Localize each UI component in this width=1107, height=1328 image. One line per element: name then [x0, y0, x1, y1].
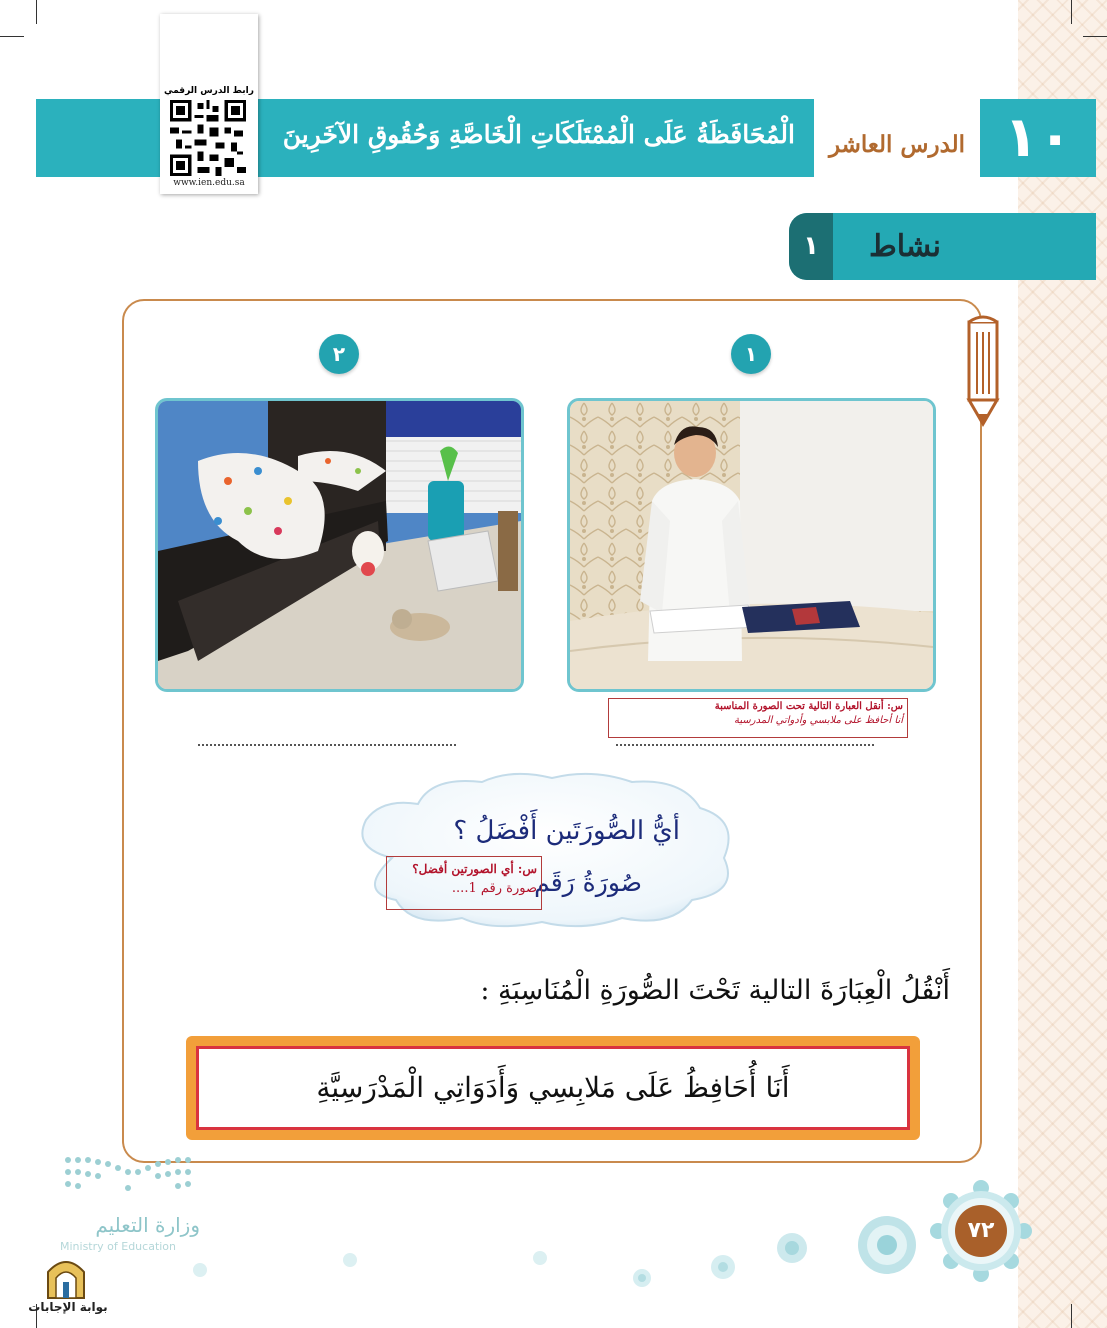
- question-answer-annotation: [386, 856, 542, 910]
- question-annotation-question: س: أي الصورتين أفضل؟: [412, 862, 537, 876]
- sentence-text: أَنَا أُحَافِظُ عَلَى مَلابِسِي وَأَدَوَاتِي الْمَدْرَسِيَّةِ: [316, 1071, 790, 1104]
- decorative-rosette-icon: [776, 1232, 808, 1264]
- ministry-name-arabic: وزارة التعليم: [95, 1213, 200, 1237]
- image-number-2: ٢: [319, 334, 359, 374]
- crop-mark: [0, 36, 24, 37]
- decorative-rosette-icon: [856, 1214, 918, 1276]
- question-text: أيُّ الصُّورَتَين أَفْضَلُ ؟: [453, 816, 680, 846]
- ministry-dots-logo-icon: [62, 1154, 198, 1198]
- activity-label: نشاط: [869, 229, 941, 264]
- decorative-pattern-strip: [1018, 0, 1107, 1328]
- answer-line-2[interactable]: [198, 744, 456, 746]
- page-number: ٧٢: [955, 1205, 1007, 1257]
- photo-answer-annotation: [608, 698, 908, 738]
- lesson-label: الدرس العاشر: [828, 131, 966, 158]
- decorative-rosette-icon: [632, 1268, 652, 1288]
- question-annotation-answer: صورة رقم 1....: [451, 881, 537, 896]
- qr-caption: رابط الدرس الرقمي: [164, 86, 254, 96]
- decorative-rosette-icon: [342, 1252, 358, 1268]
- pencil-icon: [966, 314, 1000, 428]
- boy-folding-clothes-photo: [567, 398, 936, 692]
- crop-mark: [1083, 36, 1107, 37]
- decorative-rosette-icon: [192, 1262, 208, 1278]
- activity-number: ١: [803, 231, 819, 261]
- instruction-text: أَنْقُلُ الْعِبَارَةَ التالية تَحْتَ الصُّورَةِ الْمُنَاسِبَةِ :: [480, 975, 950, 1006]
- lesson-number: ١٠: [1003, 105, 1073, 170]
- messy-bedroom-photo: [155, 398, 524, 692]
- answer-line-1[interactable]: [616, 744, 874, 746]
- lesson-title: الْمُحَافَظَةُ عَلَى الْمُمْتَلَكَاتِ الْخَاصَّةِ وَحُقُوقِ الآخَرِينَ: [282, 120, 795, 149]
- decorative-rosette-icon: [532, 1250, 548, 1266]
- portal-label: بوابة الإجابات: [28, 1300, 108, 1314]
- photo-annotation-question: س: أنقل العبارة التالية تحت الصورة المناسبة: [714, 701, 903, 712]
- decorative-rosette-icon: [710, 1254, 736, 1280]
- ministry-name-english: Ministry of Education: [60, 1240, 177, 1253]
- image-number-1: ١: [731, 334, 771, 374]
- qr-url[interactable]: www.ien.edu.sa: [173, 178, 245, 188]
- answer-prefix: صُورَةُ رَقَم: [534, 868, 642, 897]
- crop-mark: [36, 0, 37, 24]
- qr-code-icon[interactable]: [170, 100, 246, 176]
- crop-mark: [1071, 1304, 1072, 1328]
- portal-logo-icon: [44, 1256, 88, 1300]
- crop-mark: [1071, 0, 1072, 24]
- photo-annotation-answer: أنا أحافظ على ملابسي وأدواتي المدرسية: [734, 715, 903, 726]
